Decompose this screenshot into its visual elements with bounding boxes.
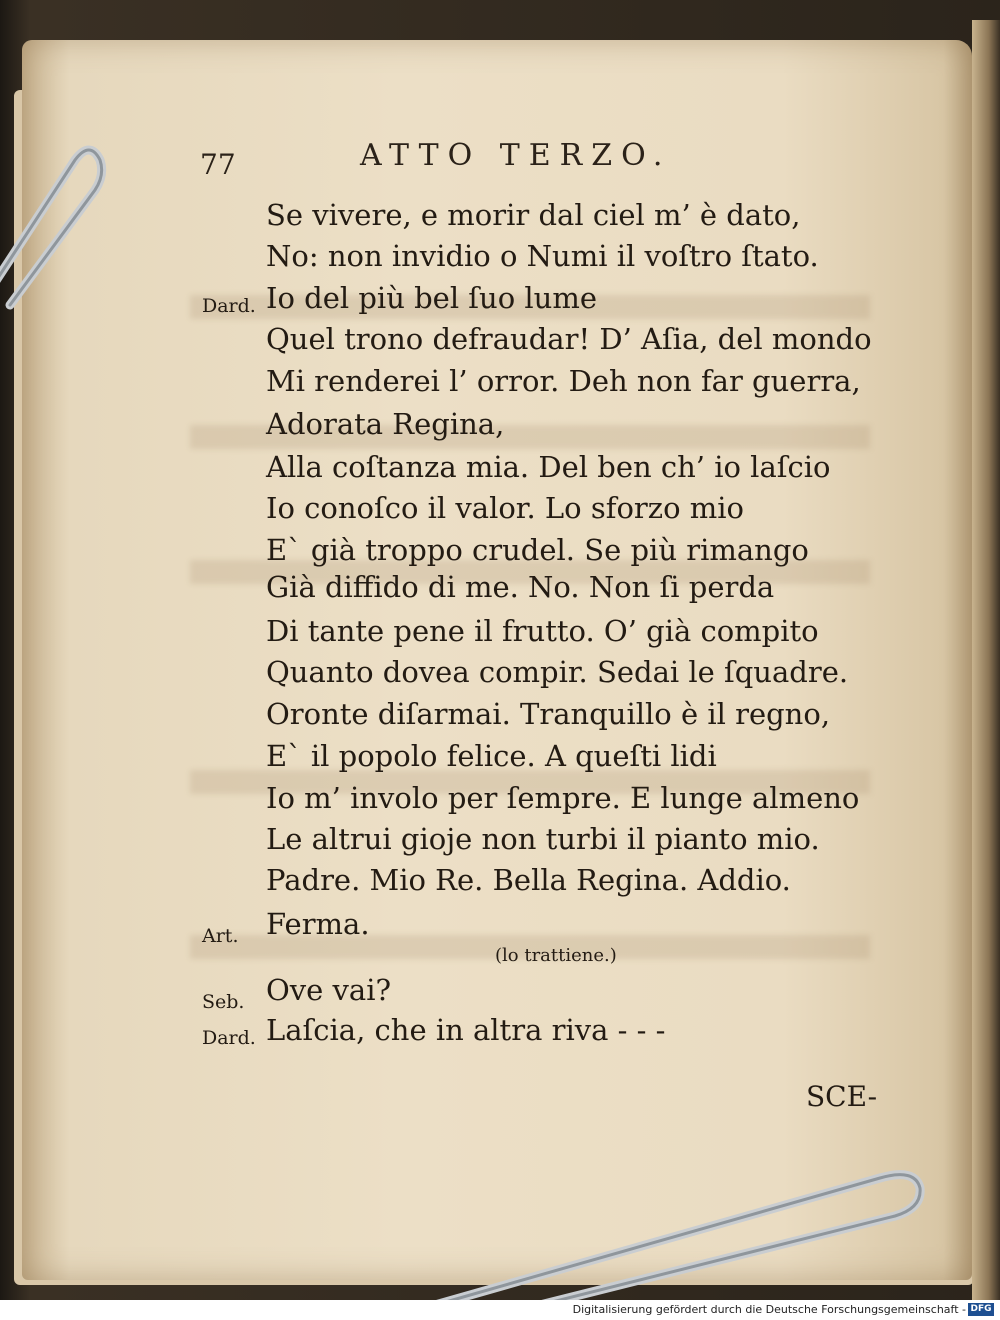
verse-line: Se vivere, e morir dal ciel m’ è dato, <box>266 198 801 232</box>
verse-line: Quel trono defraudar! D’ Aſia, del mondo <box>266 322 872 356</box>
verse-line: Adorata Regina, <box>266 407 505 441</box>
verse-line: Le altrui gioje non turbi il pianto mio. <box>266 822 820 856</box>
verse-line: Ferma. <box>266 907 370 941</box>
verse-line: Laſcia, che in altra riva - - - <box>266 1013 666 1047</box>
speaker-label: Dard. <box>202 1027 256 1049</box>
verse-line: Io del più bel ſuo lume <box>266 281 598 315</box>
footer-text: Digitalisierung gefördert durch die Deutsche Forschungsgemeinschaft - <box>572 1303 966 1316</box>
verse-line: Quanto dovea compir. Sedai le ſquadre. <box>266 655 849 689</box>
verse-line: Padre. Mio Re. Bella Regina. Addio. <box>266 863 791 897</box>
page-clip-top <box>0 140 120 310</box>
catchword: SCE- <box>806 1080 878 1113</box>
verse-line: E` già troppo crudel. Se più rimango <box>266 533 809 567</box>
verse-line: Già diffido di me. No. Non ſi perda <box>266 570 775 604</box>
dfg-logo: DFG <box>968 1303 994 1316</box>
verse-line: Io m’ involo per ſempre. E lunge almeno <box>266 781 860 815</box>
verse-line: Alla coſtanza mia. Del ben ch’ io laſcio <box>266 450 831 484</box>
verse-line: No: non invidio o Numi il voſtro ſtato. <box>266 239 819 273</box>
speaker-label: Dard. <box>202 295 256 317</box>
footer-bar <box>0 1300 1000 1320</box>
page-number: 77 <box>200 148 236 181</box>
stage-direction: (lo trattiene.) <box>495 945 617 966</box>
verse-line: Di tante pene il frutto. O’ già compito <box>266 614 819 648</box>
verse-line: Io conoſco il valor. Lo sforzo mio <box>266 491 744 525</box>
verse-line: Mi renderei l’ orror. Deh non far guerra, <box>266 364 861 398</box>
verse-line: E` il popolo felice. A queſti lidi <box>266 739 717 773</box>
verse-line: Oronte diſarmai. Tranquillo è il regno, <box>266 697 831 731</box>
speaker-label: Seb. <box>202 991 245 1013</box>
page-clip-bottom <box>380 1150 940 1320</box>
running-title: ATTO TERZO. <box>360 138 672 173</box>
speaker-label: Art. <box>202 925 239 947</box>
verse-line: Ove vai? <box>266 973 392 1007</box>
book-spine-edge <box>972 20 1000 1300</box>
